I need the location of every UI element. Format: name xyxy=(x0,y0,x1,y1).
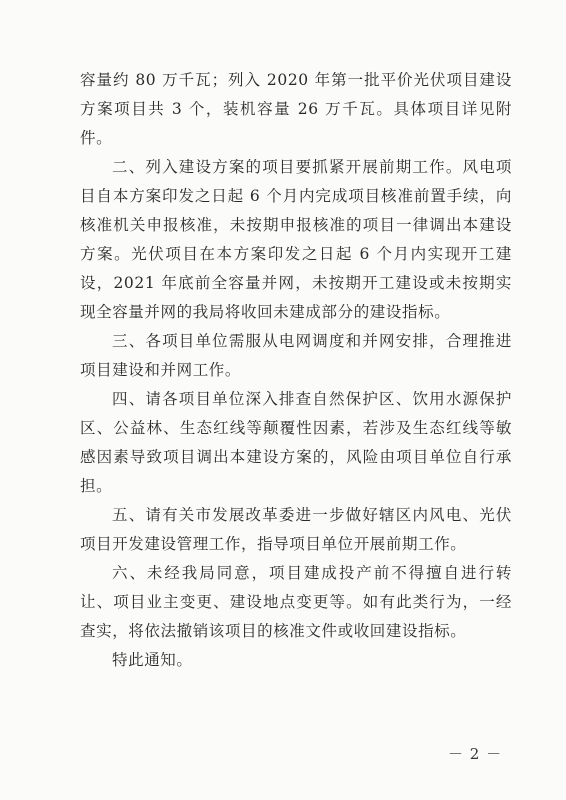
paragraph-item-two: 二、列入建设方案的项目要抓紧开展前期工作。风电项目自本方案印发之日起 6 个月内完成项目核准前置手续，向核准机关申报核准，未按期申报核准的项目一律调出本建设方案。光伏项目在本方案印发之日起 6 个月内实现开工建设，2021 年底前全容量并网，未按期开工建设或未按期实现全容量并网的我局将收回未建成部分的建设指标。 xyxy=(80,158,512,321)
paragraph-item-three: 三、各项目单位需服从电网调度和并网安排，合理推进项目建设和并网工作。 xyxy=(80,332,512,379)
paragraph-closing-notice: 特此通知。 xyxy=(112,651,193,669)
paragraph-item-five: 五、请有关市发展改革委进一步做好辖区内风电、光伏项目开发建设管理工作，指导项目单位开展前期工作。 xyxy=(80,506,512,553)
paragraph-item-six: 六、未经我局同意，项目建成投产前不得擅自进行转让、项目业主变更、建设地点变更等。如有此类行为，一经查实，将依法撤销该项目的核准文件或收回建设指标。 xyxy=(80,564,512,640)
page-number: － 2 － xyxy=(448,745,503,763)
paragraph-item-four: 四、请各项目单位深入排查自然保护区、饮用水源保护区、公益林、生态红线等颠覆性因素，若涉及生态红线等敏感因素导致项目调出本建设方案的，风险由项目单位自行承担。 xyxy=(80,390,512,495)
paragraph-capacity-summary: 容量约 80 万千瓦；列入 2020 年第一批平价光伏项目建设方案项目共 3 个，装机容量 26 万千瓦。具体项目详见附件。 xyxy=(80,71,512,147)
document-body xyxy=(80,66,512,675)
